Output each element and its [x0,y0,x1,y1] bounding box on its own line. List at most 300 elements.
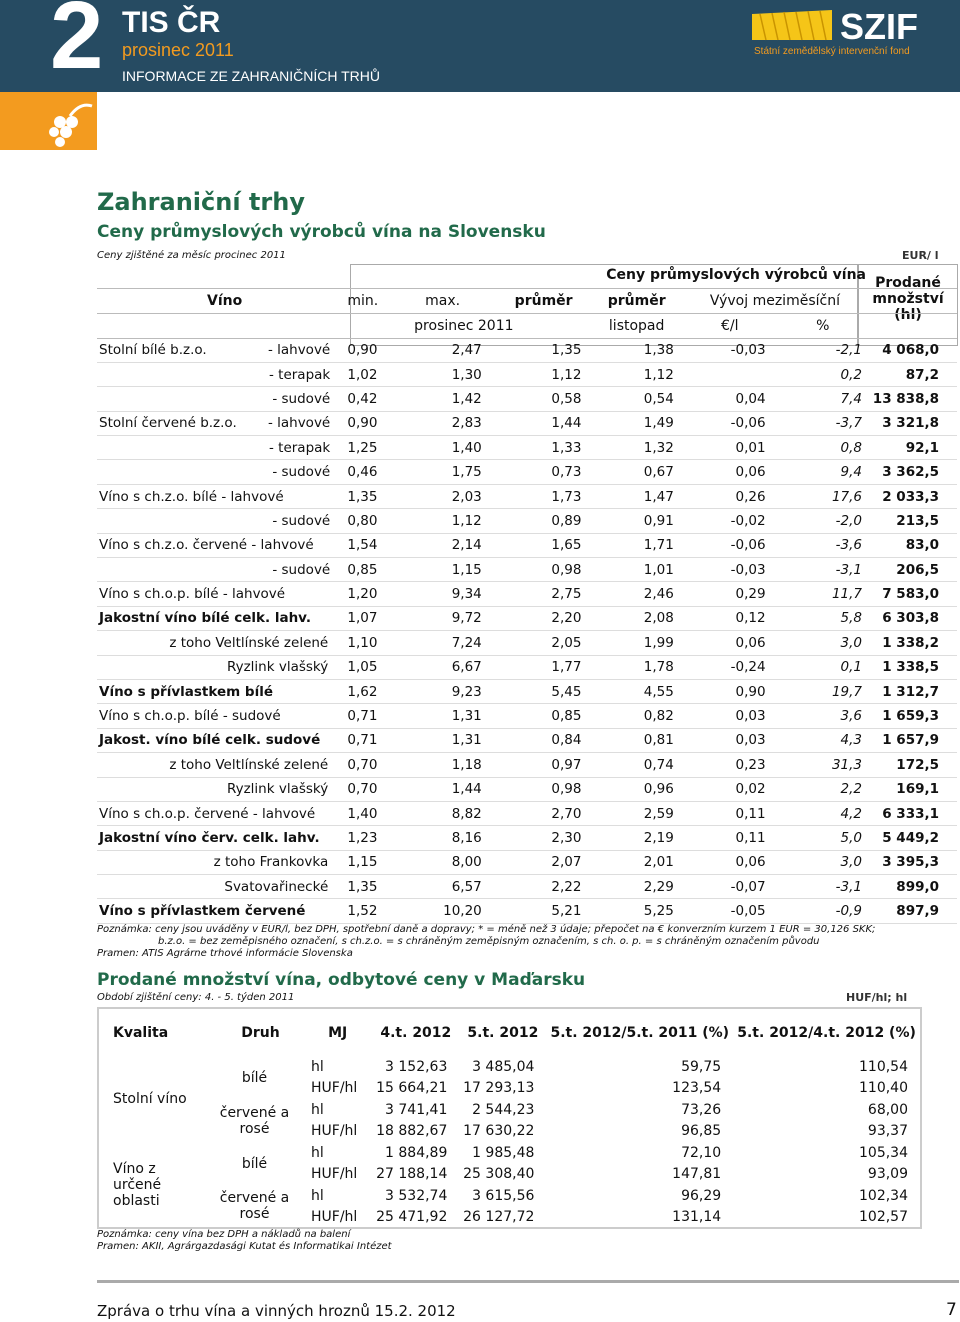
cell: 0,2 [778,362,868,386]
cell: hl [311,1144,324,1161]
row-label: z toho Veltlínské zelené [97,631,336,655]
cell: -3,1 [778,558,868,582]
cell: 8,16 [389,826,495,850]
cell: 1,99 [591,631,681,655]
cell: 2 544,23 [472,1101,535,1118]
cell: 0,90 [682,679,778,703]
cell: 3 362,5 [868,460,957,484]
row-label [97,558,254,582]
cell: 2,22 [496,875,592,899]
page-number: 7 [946,1300,957,1320]
szif-logo-text: SZIF [840,6,918,47]
cell: 1 884,89 [385,1144,448,1161]
page-title: Zahraniční trhy [97,188,305,216]
cell: 6,57 [389,875,495,899]
cell: 1,75 [389,460,495,484]
cell: 1,78 [591,655,681,679]
table-row [97,558,957,582]
row-label: Svatovařinecké [97,875,336,899]
cell: 2,07 [496,850,592,874]
row-label: Víno s ch.z.o. červené - lahvové [97,533,336,557]
table1-source: Pramen: ATIS Agrárne trhové informácie Slovenska [97,948,353,959]
cell: 73,26 [681,1101,722,1118]
cell: 59,75 [681,1058,722,1075]
cell: 7,4 [778,387,868,411]
cell: -0,03 [682,558,778,582]
row-label: Jakostní víno červ. celk. lahv. [97,826,336,850]
cell: 0,70 [336,753,389,777]
cell: 0,12 [682,606,778,630]
cell: 68,00 [867,1101,908,1118]
cell: 0,03 [682,704,778,728]
cell: 0,1 [778,655,868,679]
table2-note: Poznámka: ceny vína bez DPH a nákladů na balení [97,1229,351,1240]
cell: 1,38 [591,338,681,362]
table-row [98,1056,921,1078]
table-row [97,387,957,411]
cell: 1,15 [389,558,495,582]
cell: 9,4 [778,460,868,484]
issue-number: 2 [50,0,104,89]
cell: 1,42 [389,387,495,411]
cell: 2,01 [591,850,681,874]
row-label: Stolní bílé b.z.o. [97,338,254,362]
cell: 2,20 [496,606,592,630]
cell: 0,26 [682,484,778,508]
cell: 4 068,0 [868,338,957,362]
pct-header: % [778,313,868,338]
cell: 83,0 [868,533,957,557]
table-row [98,1099,921,1121]
row-label: Ryzlink vlašský [97,655,336,679]
row-label: Stolní červené b.z.o. [97,411,254,435]
cell: 17 293,13 [463,1080,535,1097]
cell: 87,2 [868,362,957,386]
wine-header: Víno [97,288,336,313]
row-sublabel: - sudové [254,558,336,582]
cell: 4,2 [778,801,868,825]
table-row [97,509,957,533]
group-header: Ceny průmyslových výrobců vína [336,263,868,288]
cell: 2,19 [591,826,681,850]
cell: 5 449,2 [868,826,957,850]
table1-unit: EUR/ l [902,249,939,262]
cell: 1,40 [389,436,495,460]
cell: 1,54 [336,533,389,557]
cell: 2,59 [591,801,681,825]
cell: 25 471,92 [376,1208,448,1225]
table-row [97,826,957,850]
cell: 0,23 [682,753,778,777]
sold-spacer [868,263,957,288]
cell: 25 308,40 [463,1166,535,1183]
cell: HUF/hl [311,1080,358,1097]
cell: 1,25 [336,436,389,460]
table2-header: 5.t. 2012 [467,1024,539,1041]
cell: 1,02 [336,362,389,386]
table-row [97,777,957,801]
cell: 11,7 [778,582,868,606]
cell: 3,6 [778,704,868,728]
eur-header: €/l [682,313,778,338]
table2-unit: HUF/hl; hl [846,991,908,1004]
cell: 1,05 [336,655,389,679]
cell: 5,0 [778,826,868,850]
cell: -0,06 [682,411,778,435]
cell [682,362,778,386]
hungary-section-title: Prodané množství vína, odbytové ceny v Maďarsku [97,970,586,990]
cell: 0,58 [496,387,592,411]
cell: 72,10 [681,1144,722,1161]
cell: 1 312,7 [868,679,957,703]
cell: 0,81 [591,728,681,752]
cell: 1 338,2 [868,631,957,655]
table-row [97,655,957,679]
slovakia-wine-prices-table [97,263,957,924]
cell: 3 615,56 [472,1187,535,1204]
cell: 1 659,3 [868,704,957,728]
cell: 0,04 [682,387,778,411]
cell: 31,3 [778,753,868,777]
row-label [97,387,254,411]
cell: 0,67 [591,460,681,484]
cell: 3 321,8 [868,411,957,435]
table-row [97,484,957,508]
cell: 3 741,41 [385,1101,448,1118]
cell: 0,46 [336,460,389,484]
cell: 1,35 [336,484,389,508]
cell: 899,0 [868,875,957,899]
cell: 1,44 [389,777,495,801]
cell: 0,42 [336,387,389,411]
cell: 9,34 [389,582,495,606]
cell: 5,8 [778,606,868,630]
cell: 105,34 [859,1144,908,1161]
cell: 2,08 [591,606,681,630]
cell: -2,0 [778,509,868,533]
cell: 1,10 [336,631,389,655]
table-row [97,606,957,630]
table-row [97,850,957,874]
month-header: prosinec 2011 [336,313,591,338]
cell: 1,12 [591,362,681,386]
cell: 0,54 [591,387,681,411]
cell: 6 333,1 [868,801,957,825]
table-row [97,582,957,606]
table-row [97,704,957,728]
sold-spacer [868,313,957,338]
cell: 3 532,74 [385,1187,448,1204]
cell: 1,73 [496,484,592,508]
cell: 1 338,5 [868,655,957,679]
row-sublabel: - sudové [254,387,336,411]
cell: 1,15 [336,850,389,874]
cell: 0,06 [682,631,778,655]
cell: 897,9 [868,899,957,923]
section-title: Ceny průmyslových výrobců vína na Slovensku [97,222,546,242]
cell: 13 838,8 [868,387,957,411]
cell: 1,30 [389,362,495,386]
table-row [97,728,957,752]
table-row [97,899,957,923]
cell: 2,30 [496,826,592,850]
cell: 110,54 [859,1058,908,1075]
cell: 0,74 [591,753,681,777]
cell: HUF/hl [311,1123,358,1140]
footer-text: Zpráva o trhu vína a vinných hroznů 15.2. 2012 [97,1302,456,1320]
cell: 0,85 [336,558,389,582]
cell: 9,72 [389,606,495,630]
cell: 19,7 [778,679,868,703]
cell: -3,7 [778,411,868,435]
table-row [97,753,957,777]
quality-cell: Stolní víno [113,1091,187,1107]
cell: 93,37 [867,1123,908,1140]
cell: 1,18 [389,753,495,777]
row-label [97,362,254,386]
table1-note-abbr: b.z.o. = bez zeměpisného označení, s ch.z.o. = s chráněným zeměpisným označením, s ch. o. p. = s chráněným označením původu [158,936,820,947]
section-name: INFORMACE ZE ZAHRANIČNÍCH TRHŮ [122,68,380,84]
cell: 1,77 [496,655,592,679]
table-row [98,1185,921,1207]
row-label: Víno s ch.o.p. bílé - sudové [97,704,336,728]
min-header: min. [336,288,389,313]
cell: 1,01 [591,558,681,582]
table-row [97,631,957,655]
cell: 96,85 [681,1123,722,1140]
cell: 10,20 [389,899,495,923]
table-row [97,338,957,362]
cell: 1,23 [336,826,389,850]
cell: 2,2 [778,777,868,801]
table-row [97,411,957,435]
cell: 172,5 [868,753,957,777]
cell: 2,05 [496,631,592,655]
max-header: max. [389,288,495,313]
row-sublabel: - lahvové [254,411,336,435]
cell: 1,12 [389,509,495,533]
cell: 102,34 [859,1187,908,1204]
cell: 5,25 [591,899,681,923]
szif-subtitle: Státní zemědělský intervenční fond [754,46,910,57]
cell: 3 485,04 [472,1058,535,1075]
cell: 8,82 [389,801,495,825]
prev-header: listopad [591,313,681,338]
row-sublabel: - sudové [254,509,336,533]
cell: 8,00 [389,850,495,874]
hungary-wine-table [97,1007,922,1229]
row-label: z toho Veltlínské zelené [97,753,336,777]
cell: 5,45 [496,679,592,703]
cell: 1,65 [496,533,592,557]
kind-cell: červené a rosé [219,1104,290,1137]
cell: 0,91 [591,509,681,533]
cell: -0,05 [682,899,778,923]
cell: 0,03 [682,728,778,752]
cell: 0,01 [682,436,778,460]
cell: 3,0 [778,850,868,874]
kind-cell: bílé [241,1155,268,1172]
cell: 0,06 [682,850,778,874]
cell: 0,98 [496,558,592,582]
sold-quantity-header: Prodané množství (hl) [858,264,958,346]
table2-header: MJ [328,1024,348,1041]
cell: 0,80 [336,509,389,533]
table2-caption: Období zjištění ceny: 4. - 5. týden 2011 [97,992,295,1003]
cell: 4,3 [778,728,868,752]
cell: 9,23 [389,679,495,703]
row-label [97,460,254,484]
cell: 0,73 [496,460,592,484]
cell: 2,47 [389,338,495,362]
cell: 213,5 [868,509,957,533]
cell: hl [311,1101,324,1118]
cell: 2 033,3 [868,484,957,508]
sold-spacer [868,288,957,313]
row-label: Víno s ch.o.p. bílé - lahvové [97,582,336,606]
cell: 0,29 [682,582,778,606]
cell: 3 395,3 [868,850,957,874]
cell: -0,06 [682,533,778,557]
table2-source: Pramen: AKII, Agrárgazdasági Kutat és Informatikai Intézet [97,1241,392,1252]
cell: -0,07 [682,875,778,899]
spacer [97,313,336,338]
cell: -0,03 [682,338,778,362]
cell: 7 583,0 [868,582,957,606]
cell: 0,02 [682,777,778,801]
cell: 2,29 [591,875,681,899]
cell: 18 882,67 [376,1123,448,1140]
szif-logo-icon [752,10,832,42]
cell: 92,1 [868,436,957,460]
cell: 206,5 [868,558,957,582]
cell: 1,52 [336,899,389,923]
cell: 0,8 [778,436,868,460]
cell: 1,35 [496,338,592,362]
cell: 1,33 [496,436,592,460]
cell: 93,09 [867,1166,908,1183]
cell: hl [311,1187,324,1204]
cell: 0,11 [682,826,778,850]
cell: 1 657,9 [868,728,957,752]
row-sublabel: - lahvové [254,338,336,362]
table-row [97,436,957,460]
cell: -0,24 [682,655,778,679]
row-label [97,436,254,460]
row-sublabel: - terapak [254,362,336,386]
publication-title: TIS ČR [122,6,221,39]
quality-cell: Víno z určené oblasti [113,1160,162,1209]
cell: 2,75 [496,582,592,606]
row-sublabel: - terapak [254,436,336,460]
row-label [97,509,254,533]
cell: 147,81 [672,1166,722,1183]
cell: 2,83 [389,411,495,435]
row-label: Ryzlink vlašský [97,777,336,801]
cell: 0,71 [336,704,389,728]
cell: 96,29 [681,1187,722,1204]
table-row [97,875,957,899]
cell: 17 630,22 [463,1123,535,1140]
row-label: Jakost. víno bílé celk. sudové [97,728,336,752]
cell: 17,6 [778,484,868,508]
grape-icon [40,92,100,150]
table2-header: 4.t. 2012 [380,1024,452,1041]
cell: 15 664,21 [376,1080,448,1097]
cell: 2,14 [389,533,495,557]
cell: 5,21 [496,899,592,923]
cell: 27 188,14 [376,1166,448,1183]
cell: 1,32 [591,436,681,460]
cell: 123,54 [672,1080,722,1097]
cell: 0,82 [591,704,681,728]
cell: 169,1 [868,777,957,801]
cell: -3,1 [778,875,868,899]
cell: 1,62 [336,679,389,703]
cell: 0,70 [336,777,389,801]
row-sublabel: - sudové [254,460,336,484]
cell: 0,85 [496,704,592,728]
cell: 1,31 [389,704,495,728]
cell: 1,07 [336,606,389,630]
row-label: Jakostní víno bílé celk. lahv. [97,606,336,630]
cell: -2,1 [778,338,868,362]
cell: 26 127,72 [463,1208,535,1225]
cell: 0,11 [682,801,778,825]
table2-header: 5.t. 2012/4.t. 2012 (%) [737,1024,916,1041]
cell: -0,9 [778,899,868,923]
cell: 2,70 [496,801,592,825]
cell: 7,24 [389,631,495,655]
cell: 0,84 [496,728,592,752]
cell: 0,98 [496,777,592,801]
kind-cell: červené a rosé [219,1190,290,1222]
cell: 6 303,8 [868,606,957,630]
table-row [97,460,957,484]
row-label: Víno s přívlastkem červené [97,899,336,923]
avg2-header: průměr [591,288,681,313]
cell: 1,20 [336,582,389,606]
cell: 0,96 [591,777,681,801]
table2-header: 5.t. 2012/5.t. 2011 (%) [550,1024,730,1041]
header-banner [0,0,960,92]
table2-header: Kvalita [113,1024,169,1041]
row-label: Víno s ch.o.p. červené - lahvové [97,801,336,825]
table-row [97,679,957,703]
cell: 1,31 [389,728,495,752]
avg-header: průměr [496,288,592,313]
table-row [97,533,957,557]
row-label: Víno s ch.z.o. bílé - lahvové [97,484,336,508]
cell: -0,02 [682,509,778,533]
table-row [98,1142,921,1164]
cell: HUF/hl [311,1166,358,1183]
cell: 102,57 [859,1208,908,1225]
dev-header: Vývoj meziměsíční [682,288,868,313]
cell: 1,47 [591,484,681,508]
row-label: z toho Frankovka [97,850,336,874]
table-row [97,362,957,386]
cell: 131,14 [672,1208,722,1225]
cell: 0,97 [496,753,592,777]
cell: HUF/hl [311,1208,358,1225]
cell: 0,06 [682,460,778,484]
cell: hl [311,1058,324,1075]
kind-cell: bílé [241,1069,268,1086]
publication-period: prosinec 2011 [122,40,234,60]
cell: 110,40 [859,1080,908,1097]
cell: 0,71 [336,728,389,752]
